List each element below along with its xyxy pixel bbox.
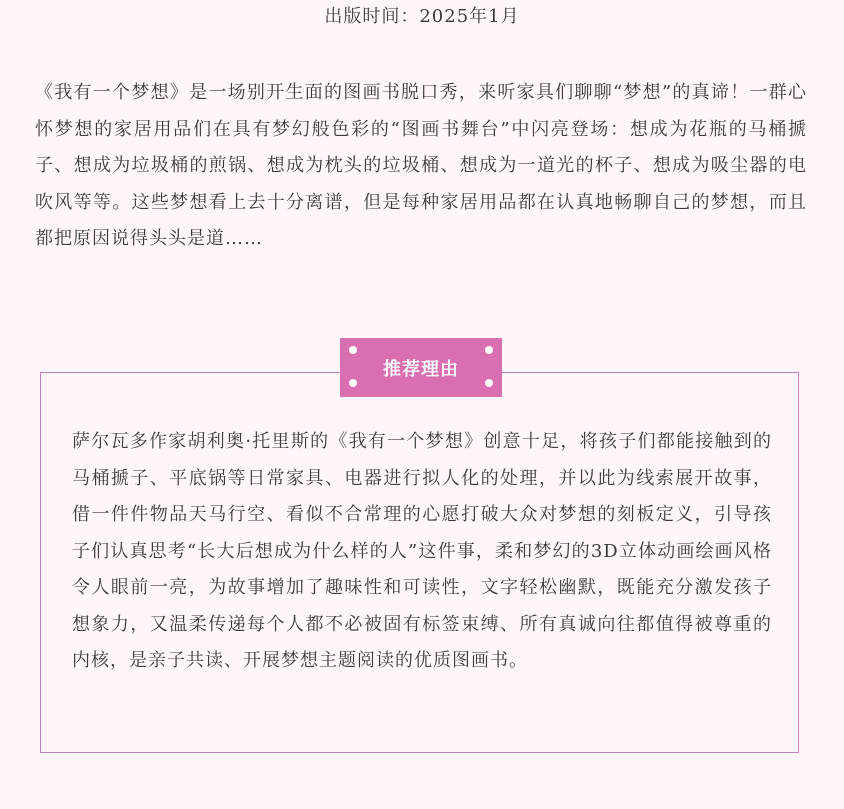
corner-dot-bottom-left	[349, 379, 357, 387]
corner-dot-top-left	[349, 346, 357, 354]
recommendation-paragraph: 萨尔瓦多作家胡利奥·托里斯的《我有一个梦想》创意十足，将孩子们都能接触到的马桶搋子、平底锅等日常家具、电器进行拟人化的处理，并以此为线索展开故事，借一件件物品天马行空、看似不合常理的心愿打破大众对梦想的刻板定义，引导孩子们认真思考“长大后想成为什么样的人”这件事，柔和梦幻的3D立体动画绘画风格令人眼前一亮，为故事增加了趣味性和可读性，文字轻松幽默，既能充分激发孩子想象力，又温柔传递每个人都不必被固有标签束缚、所有真诚向往都值得被尊重的内核，是亲子共读、开展梦想主题阅读的优质图画书。	[72, 431, 772, 671]
recommendation-title-tag	[340, 338, 502, 397]
publication-date: 出版时间：2025年1月	[324, 6, 520, 27]
recommendation-title: 推荐理由	[383, 358, 459, 380]
intro-paragraph: 《我有一个梦想》是一场别开生面的图画书脱口秀，来听家具们聊聊“梦想”的真谛！一群心怀梦想的家居用品们在具有梦幻般色彩的“图画书舞台”中闪亮登场：想成为花瓶的马桶搋子、想成为垃圾桶的煎锅、想成为枕头的垃圾桶、想成为一道光的杯子、想成为吸尘器的电吹风等等。这些梦想看上去十分离谱，但是每种家居用品都在认真地畅聊自己的梦想，而且都把原因说得头头是道……	[35, 82, 807, 249]
corner-dot-top-right	[485, 346, 493, 354]
corner-dot-bottom-right	[485, 379, 493, 387]
